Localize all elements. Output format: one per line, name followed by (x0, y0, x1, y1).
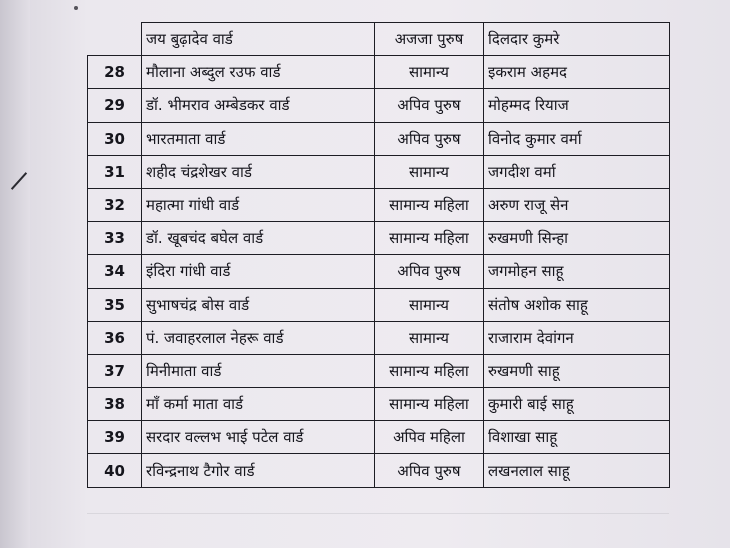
ward-number-cell: 31 (88, 155, 142, 188)
reservation-category-cell: सामान्य महिला (375, 388, 484, 421)
reservation-category-cell: सामान्य (375, 321, 484, 354)
ward-number-cell (88, 23, 142, 56)
candidate-name-cell: दिलदार कुमरे (484, 23, 670, 56)
ward-name-cell: मिनीमाता वार्ड (142, 354, 375, 387)
ward-name-cell: मौलाना अब्दुल रउफ वार्ड (142, 56, 375, 89)
candidate-name-cell: रुखमणी साहू (484, 354, 670, 387)
ward-number-cell: 33 (88, 222, 142, 255)
ward-name-cell: सरदार वल्लभ भाई पटेल वार्ड (142, 421, 375, 454)
ward-name-cell: माँ कर्मा माता वार्ड (142, 388, 375, 421)
ward-number-cell: 35 (88, 288, 142, 321)
ward-name-cell: रविन्द्रनाथ टैगोर वार्ड (142, 454, 375, 487)
ward-name-cell: डॉ. भीमराव अम्बेडकर वार्ड (142, 89, 375, 122)
candidate-name-cell: जगमोहन साहू (484, 255, 670, 288)
reservation-category-cell: अपिव पुरुष (375, 454, 484, 487)
ward-number-cell: 37 (88, 354, 142, 387)
ward-name-cell: सुभाषचंद्र बोस वार्ड (142, 288, 375, 321)
ward-number-cell: 34 (88, 255, 142, 288)
reservation-category-cell: सामान्य (375, 56, 484, 89)
reservation-category-cell: सामान्य महिला (375, 354, 484, 387)
ward-number-cell: 38 (88, 388, 142, 421)
ward-reservation-table (87, 22, 670, 488)
reservation-category-cell: अपिव महिला (375, 421, 484, 454)
ward-table-body (88, 23, 670, 488)
ward-name-cell: भारतमाता वार्ड (142, 122, 375, 155)
ward-name-cell: महात्मा गांधी वार्ड (142, 188, 375, 221)
candidate-name-cell: विनोद कुमार वर्मा (484, 122, 670, 155)
candidate-name-cell: विशाखा साहू (484, 421, 670, 454)
table-row (88, 288, 670, 321)
ward-name-cell: जय बुढ़ादेव वार्ड (142, 23, 375, 56)
table-row (88, 255, 670, 288)
table-row (88, 155, 670, 188)
ward-number-cell: 39 (88, 421, 142, 454)
ward-number-cell: 40 (88, 454, 142, 487)
candidate-name-cell: अरुण राजू सेन (484, 188, 670, 221)
ward-number-cell: 32 (88, 188, 142, 221)
reservation-category-cell: सामान्य (375, 288, 484, 321)
candidate-name-cell: राजाराम देवांगन (484, 321, 670, 354)
ward-number-cell: 28 (88, 56, 142, 89)
reservation-category-cell: अपिव पुरुष (375, 255, 484, 288)
reservation-category-cell: सामान्य महिला (375, 188, 484, 221)
ward-name-cell: पं. जवाहरलाल नेहरू वार्ड (142, 321, 375, 354)
table-row (88, 454, 670, 487)
ward-name-cell: शहीद चंद्रशेखर वार्ड (142, 155, 375, 188)
reservation-category-cell: सामान्य (375, 155, 484, 188)
table-row (88, 89, 670, 122)
candidate-name-cell: कुमारी बाई साहू (484, 388, 670, 421)
ward-number-cell: 30 (88, 122, 142, 155)
reservation-category-cell: अजजा पुरुष (375, 23, 484, 56)
table-row (88, 188, 670, 221)
candidate-name-cell: लखनलाल साहू (484, 454, 670, 487)
ward-name-cell: डॉ. खूबचंद बघेल वार्ड (142, 222, 375, 255)
candidate-name-cell: जगदीश वर्मा (484, 155, 670, 188)
ward-number-cell: 29 (88, 89, 142, 122)
candidate-name-cell: रुखमणी सिन्हा (484, 222, 670, 255)
candidate-name-cell: मोहम्मद रियाज (484, 89, 670, 122)
table-row (88, 56, 670, 89)
table-row (88, 354, 670, 387)
table-row (88, 222, 670, 255)
table-row (88, 321, 670, 354)
table-row (88, 421, 670, 454)
ink-dot (74, 6, 78, 10)
faint-next-row (87, 513, 669, 540)
candidate-name-cell: संतोष अशोक साहू (484, 288, 670, 321)
candidate-name-cell: इकराम अहमद (484, 56, 670, 89)
reservation-category-cell: अपिव पुरुष (375, 89, 484, 122)
table-row (88, 388, 670, 421)
ward-number-cell: 36 (88, 321, 142, 354)
reservation-category-cell: सामान्य महिला (375, 222, 484, 255)
table-row (88, 23, 670, 56)
reservation-category-cell: अपिव पुरुष (375, 122, 484, 155)
table-row (88, 122, 670, 155)
ward-name-cell: इंदिरा गांधी वार्ड (142, 255, 375, 288)
paper-fold-shadow (0, 0, 30, 548)
